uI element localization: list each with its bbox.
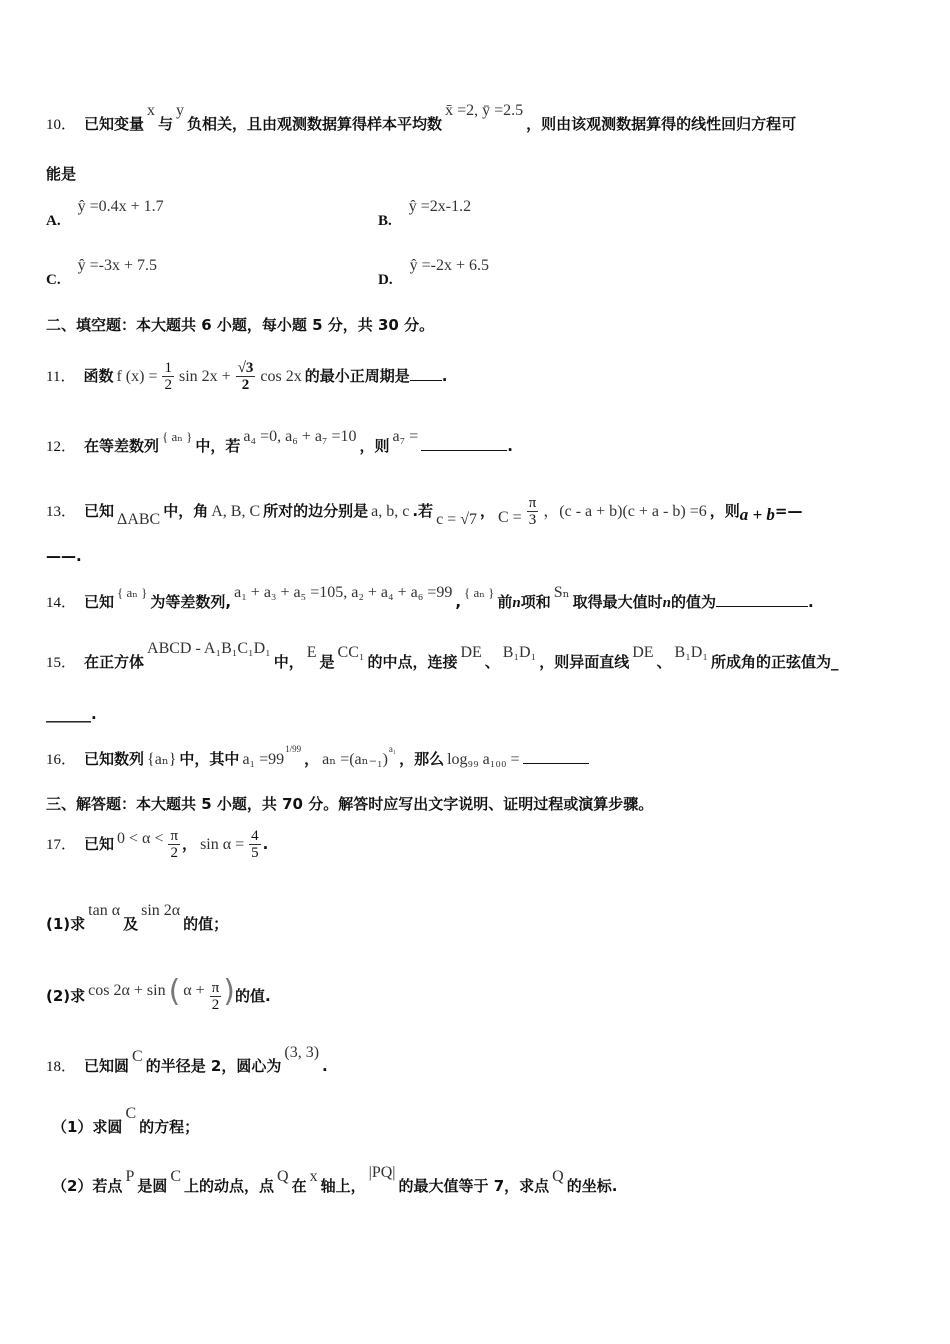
question-12: 12． 在等差数列{ aₙ }中，若a₄ =0, a₆ + a₇ =10，则a₇ =. [46, 428, 513, 455]
question-11: 11． 函数 f (x) = $\frac{1}{2}$ sin 2x + $\frac{√3}{2}$ cos 2x 的最小正周期是 . [46, 360, 448, 393]
question-18-part-1: （1）求圆C的方程； [52, 1105, 200, 1136]
section-heading-fill-in: 二、填空题：本大题共 6 小题，每小题 5 分，共 30 分。 [46, 316, 435, 334]
question-13: 13． 已知 ΔABC 中，角 A, B, C 所对的边分别是 a, b, c .若 c = √7 ， C = $\frac{\pi}{3}$ ，(c - a + b)(c + a - b) =6 ，则a + b=— [46, 495, 803, 528]
question-10: 10． 已知变量x与y负相关，且由观测数据算得样本平均数x̄ =2, ȳ =2.5，则由该观测数据算得的线性回归方程可 [46, 102, 797, 133]
question-17: 17． 已知 0 < α < $\frac{\pi}{2}$ ， sin α = $\frac{4}{5}$ . [46, 828, 269, 861]
answer-blank[interactable] [421, 436, 507, 451]
question-17-part-2: (2)求 cos 2α + sin ( α + $\frac{\pi}{2}$ )的值. [46, 974, 271, 1013]
question-15-cont: ______. [46, 705, 97, 723]
answer-blank[interactable] [716, 592, 808, 607]
question-18: 18． 已知圆C的半径是 2，圆心为(3, 3). [46, 1044, 328, 1075]
question-18-part-2: （2）若点P是圆C上的动点，点Q在x轴上，|PQ|的最大值等于 7，求点Q的坐标. [52, 1164, 618, 1195]
question-number: 10． [46, 117, 77, 133]
fraction-root3-over-2: $\frac{√3}{2}$ [237, 360, 254, 393]
option-a: A.ŷ =0.4x + 1.7 [46, 198, 164, 229]
question-10-cont: 能是 [46, 165, 77, 183]
section-heading-solutions: 三、解答题：本大题共 5 小题，共 70 分。解答时应写出文字说明、证明过程或演算步骤。 [46, 795, 654, 813]
question-17-part-1: (1)求tan α及sin 2α的值； [46, 902, 229, 933]
answer-blank[interactable] [410, 366, 442, 381]
sample-means: x̄ =2, ȳ =2.5 [445, 102, 524, 119]
option-c: C.ŷ =-3x + 7.5 [46, 257, 157, 288]
question-15: 15． 在正方体ABCD - A₁B₁C₁D₁中，E是CC₁的中点，连接DE、B₁D₁，则异面直线DE、B₁D₁所成角的正弦值为_ [46, 640, 839, 671]
question-13-cont: ——. [46, 547, 82, 565]
option-b: B.ŷ =2x-1.2 [378, 198, 472, 229]
question-16: 16． 已知数列 {aₙ} 中，其中 $a_1 =99^{1/99}$， $a_n =(a_{n-1})^{a_1}$，那么 log₉₉ a₁₀₀ = [46, 747, 910, 773]
fraction-half: $\frac{1}{2}$ [164, 360, 172, 393]
answer-blank[interactable] [523, 749, 589, 764]
question-14: 14． 已知{ aₙ }为等差数列,a₁ + a₃ + a₅ =105, a₂ + a₄ + a₆ =99,{ aₙ }前n项和Sₙ取得最大值时n的值为 . [46, 584, 814, 611]
option-d: D.ŷ =-2x + 6.5 [378, 257, 489, 288]
